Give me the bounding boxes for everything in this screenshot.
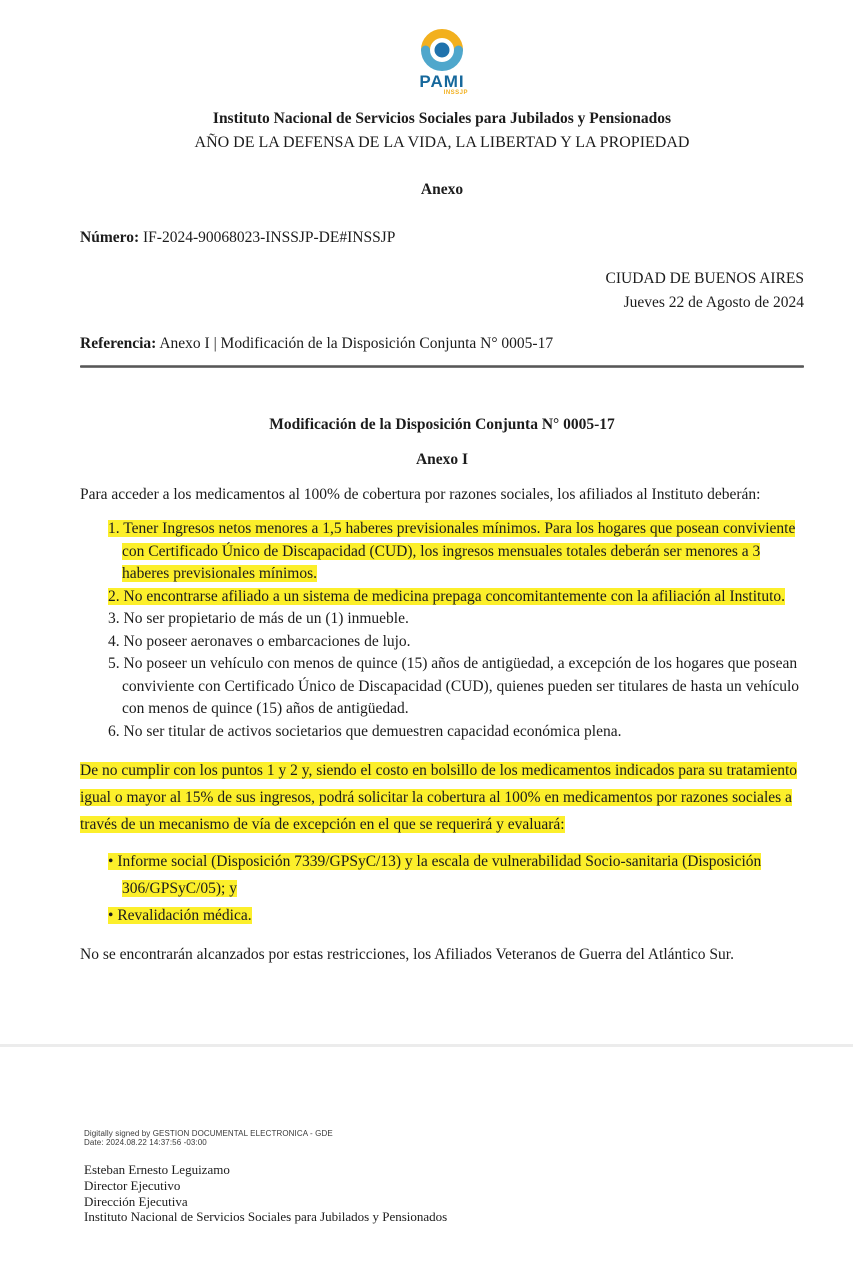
list-item [108, 653, 804, 721]
date-line: Jueves 22 de Agosto de 2024 [623, 294, 804, 311]
bullet-marker: • [108, 907, 114, 924]
list-item [108, 848, 804, 902]
referencia-value: Anexo I | Modificación de la Disposición Conjunta N° 0005-17 [159, 335, 554, 352]
page-separator [0, 1044, 853, 1047]
city-line: CIUDAD DE BUENOS AIRES [605, 270, 804, 287]
list-item [108, 902, 804, 929]
list-item-text: No poseer un vehículo con menos de quince (15) años de antigüedad, a excepción de los hogares que posean conviviente con Certificado Único de Discapacidad (CUD), quienes pueden ser titulares de hasta un vehículo con menos de quince (15) años de antigüedad. [122, 655, 800, 717]
list-item [108, 586, 804, 609]
motto-line: AÑO DE LA DEFENSA DE LA VIDA, LA LIBERTAD Y LA PROPIEDAD [194, 134, 690, 151]
signer-unit: Dirección Ejecutiva [84, 1193, 188, 1209]
digital-signature-line2: Date: 2024.08.22 14:37:56 -03:00 [84, 1137, 207, 1147]
closing-paragraph: No se encontrarán alcanzados por estas restricciones, los Afiliados Veteranos de Guerra del Atlántico Sur. [80, 946, 734, 963]
list-item-text: No ser titular de activos societarios que demuestren capacidad económica plena. [123, 722, 622, 740]
list-item [108, 721, 804, 744]
institution-name: Instituto Nacional de Servicios Sociales para Jubilados y Pensionados [212, 110, 672, 127]
list-item-marker: 4. [108, 632, 120, 650]
pami-logo [80, 0, 804, 97]
numero-row [80, 229, 804, 247]
signer-role: Director Ejecutivo [84, 1177, 181, 1193]
signer-block [84, 1162, 447, 1225]
intro-paragraph: Para acceder a los medicamentos al 100% de cobertura por razones sociales, los afiliados al Instituto deberán: [80, 486, 761, 503]
doc-type-title: Anexo [420, 181, 464, 198]
header-divider [80, 365, 804, 368]
pami-emblem-icon [420, 28, 464, 72]
list-item-text: Revalidación médica. [117, 907, 252, 924]
list-item [108, 518, 804, 586]
list-item-text: No ser propietario de más de un (1) inmueble. [123, 610, 409, 627]
list-item [108, 608, 804, 631]
signer-organization: Instituto Nacional de Servicios Sociales para Jubilados y Pensionados [84, 1209, 448, 1225]
list-item-marker: 3. [108, 610, 120, 627]
pami-wordmark: PAMI [419, 72, 465, 91]
list-item-marker: 6. [108, 722, 120, 740]
pami-subtext: INSSJP [443, 90, 468, 96]
section-subtitle: Anexo I [415, 451, 469, 468]
list-item-text: No encontrarse afiliado a un sistema de medicina prepaga concomitantemente con la afiliación al Instituto. [123, 587, 786, 605]
list-item-marker: 5. [108, 655, 120, 672]
digital-signature-stamp [84, 1130, 333, 1147]
signer-name: Esteban Ernesto Leguizamo [84, 1162, 230, 1177]
bullet-marker: • [108, 853, 114, 870]
list-item-text: Informe social (Disposición 7339/GPSyC/13) y la escala de vulnerabilidad Socio-sanitaria (Disposición 306/GPSyC/05); y [117, 853, 762, 897]
digital-signature-line1: Digitally signed by GESTION DOCUMENTAL ELECTRONICA - GDE [84, 1129, 333, 1138]
city-date-block [80, 267, 804, 315]
list-item-text: Tener Ingresos netos menores a 1,5 haberes previsionales mínimos. Para los hogares que posean conviviente con Certificado Único de Discapacidad (CUD), los ingresos mensuales totales deberán ser menores a 3 haberes previsionales mínimos. [122, 520, 796, 582]
numero-label: Número: [80, 229, 140, 246]
referencia-row [80, 335, 804, 353]
list-item-marker: 1. [108, 520, 120, 537]
list-item-text: No poseer aeronaves o embarcaciones de lujo. [123, 632, 411, 650]
referencia-label: Referencia: [80, 335, 157, 352]
exception-paragraph: De no cumplir con los puntos 1 y 2 y, siendo el costo en bolsillo de los medicamentos indicados para su tratamiento igual o mayor al 15% de sus ingresos, podrá solicitar la cobertura al 100% en medicamentos por razones sociales a través de un mecanismo de vía de excepción en el que se requerirá y evaluará: [80, 762, 798, 833]
section-title: Modificación de la Disposición Conjunta N° 0005-17 [269, 416, 615, 433]
list-item [108, 631, 804, 654]
bullet-list [80, 848, 804, 929]
list-item-marker: 2. [108, 587, 120, 605]
numbered-list [80, 518, 804, 743]
numero-value: IF-2024-90068023-INSSJP-DE#INSSJP [143, 229, 396, 246]
